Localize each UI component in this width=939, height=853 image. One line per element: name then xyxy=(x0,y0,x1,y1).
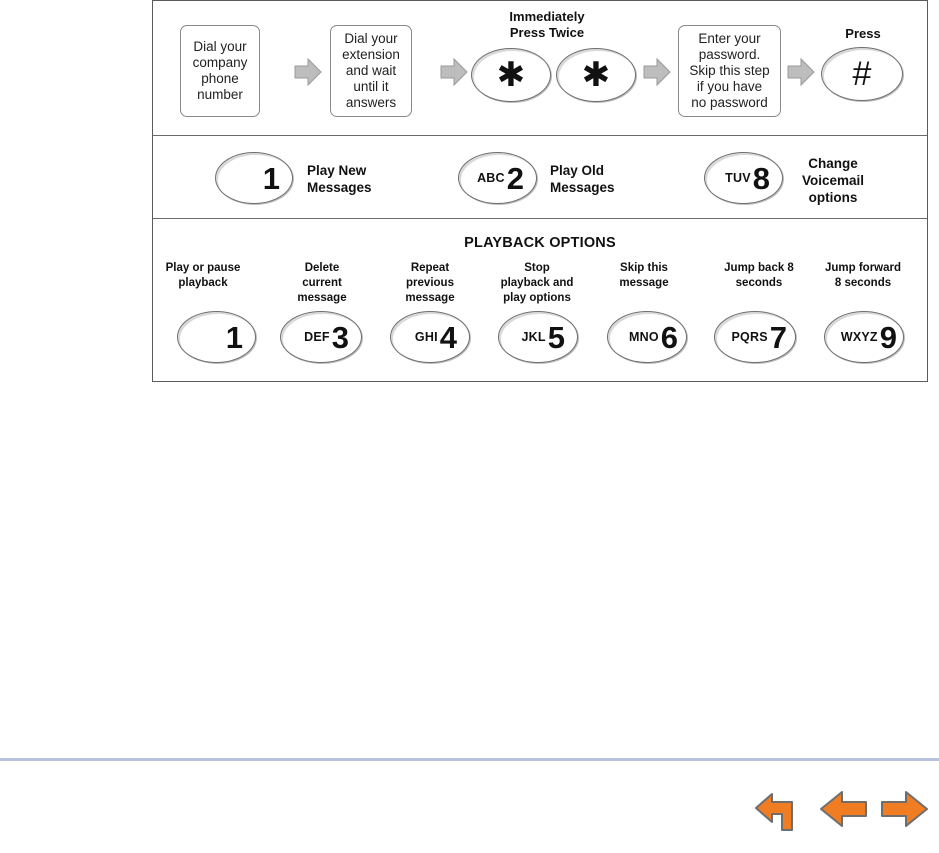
playback-key-5: JKL 5 xyxy=(498,311,578,363)
step-press-pound-heading: Press xyxy=(845,26,881,41)
playback-label: Repeat previous message xyxy=(405,262,455,304)
key-2: ABC 2 xyxy=(458,152,537,204)
footer-rule xyxy=(0,758,939,761)
return-arrow-icon[interactable] xyxy=(752,786,802,832)
playback-label: Jump back 8 seconds xyxy=(724,262,794,289)
menu-label-change-options: Change Voicemail options xyxy=(801,156,865,205)
flow-arrow-icon xyxy=(294,57,322,87)
voicemail-quick-reference-card xyxy=(152,0,928,382)
playback-key-1: 1 xyxy=(177,311,256,363)
step-press-star-heading: Immediately Press Twice xyxy=(509,9,585,40)
flow-arrow-icon xyxy=(440,57,468,87)
menu-label-play-old: Play Old Messages xyxy=(550,163,615,195)
previous-arrow-icon[interactable] xyxy=(818,786,868,832)
playback-label: Skip this message xyxy=(619,262,669,289)
menu-label-play-new: Play New Messages xyxy=(307,163,372,195)
star-key xyxy=(556,48,636,102)
flow-arrow-icon xyxy=(643,57,671,87)
playback-key-9: WXYZ 9 xyxy=(824,311,904,363)
step-dial-company-number: Dial your company phone number xyxy=(180,25,260,117)
playback-label: Play or pause playback xyxy=(165,262,241,289)
playback-label: Stop playback and play options xyxy=(500,262,574,304)
next-arrow-icon[interactable] xyxy=(880,786,930,832)
playback-key-4: GHI 4 xyxy=(390,311,470,363)
playback-label: Jump forward 8 seconds xyxy=(824,262,902,289)
playback-options-title: PLAYBACK OPTIONS xyxy=(464,235,616,251)
step-dial-extension: Dial your extension and wait until it answers xyxy=(330,25,412,117)
section-divider xyxy=(153,218,927,219)
star-key xyxy=(471,48,551,102)
pound-key-symbol: # xyxy=(852,55,872,93)
playback-label: Delete current message xyxy=(297,262,347,304)
playback-key-3: DEF 3 xyxy=(280,311,362,363)
star-key-symbol: ✱ xyxy=(496,56,526,94)
section-divider xyxy=(153,135,927,136)
flow-arrow-icon xyxy=(787,57,815,87)
playback-key-7: PQRS 7 xyxy=(714,311,796,363)
pound-key xyxy=(821,47,903,101)
star-key-symbol: ✱ xyxy=(581,56,611,94)
key-1: 1 xyxy=(215,152,293,204)
key-8: TUV 8 xyxy=(704,152,783,204)
step-enter-password: Enter your password. Skip this step if you have no password xyxy=(678,25,781,117)
playback-key-6: MNO 6 xyxy=(607,311,687,363)
